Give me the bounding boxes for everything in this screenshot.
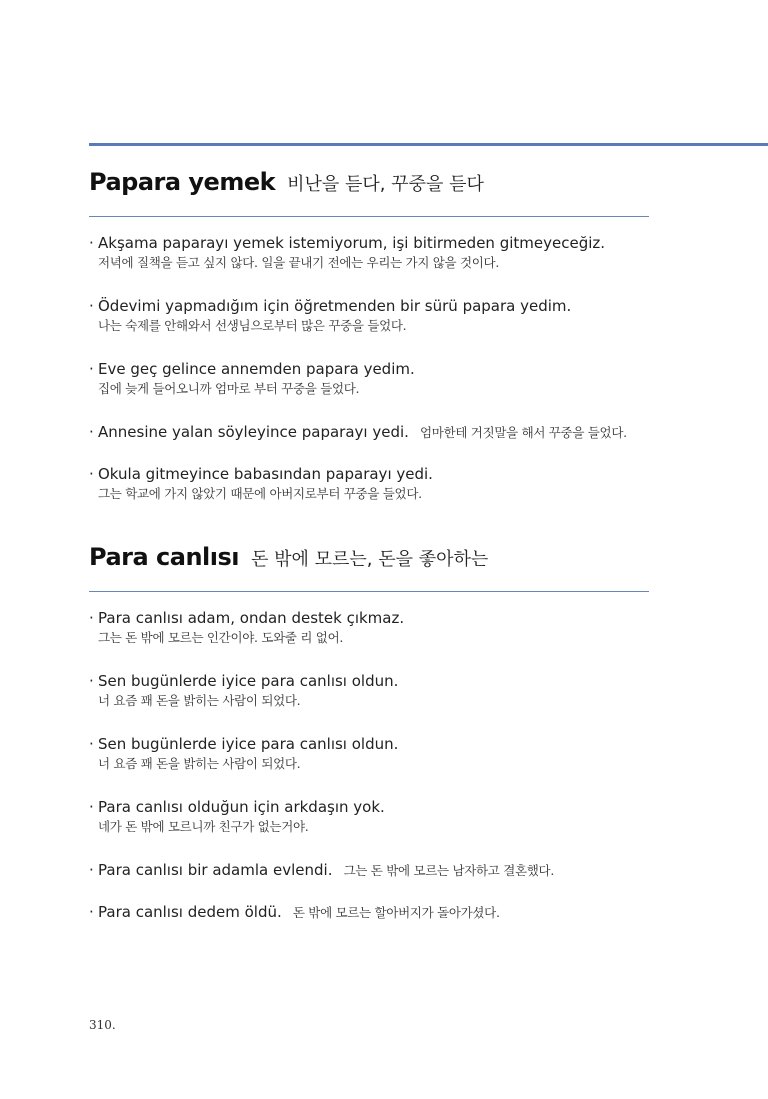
example-item bbox=[89, 671, 649, 709]
example-korean: 너 요즘 꽤 돈을 밝히는 사람이 되었다. bbox=[98, 693, 301, 708]
example-turkish: Para canlısı adam, ondan destek çıkmaz. bbox=[98, 609, 405, 627]
example-korean: 돈 밖에 모르는 할아버지가 돌아가셨다. bbox=[292, 905, 500, 920]
bullet: · bbox=[89, 735, 94, 753]
section-title-korean: 돈 밖에 모르는, 돈을 좋아하는 bbox=[251, 549, 489, 570]
example-item bbox=[89, 608, 649, 646]
example-turkish: Annesine yalan söyleyince paparayı yedi. bbox=[98, 423, 409, 441]
bullet: · bbox=[89, 423, 94, 441]
bullet: · bbox=[89, 465, 94, 483]
bullet: · bbox=[89, 672, 94, 690]
example-korean: 나는 숙제를 안해와서 선생님으로부터 많은 꾸중을 들었다. bbox=[98, 318, 407, 333]
example-turkish: Sen bugünlerde iyice para canlısı oldun. bbox=[98, 672, 399, 690]
example-turkish: Akşama paparayı yemek istemiyorum, işi bitirmeden gitmeyeceğiz. bbox=[98, 234, 606, 252]
section-title-korean: 비난을 듣다, 꾸중을 듣다 bbox=[287, 174, 484, 195]
example-list bbox=[89, 233, 649, 502]
example-item bbox=[89, 464, 649, 502]
top-rule bbox=[89, 143, 768, 146]
section-papara-yemek bbox=[89, 168, 649, 527]
page-number: 310. bbox=[89, 1018, 116, 1032]
example-korean: 집에 늦게 들어오니까 엄마로 부터 꾸중을 들었다. bbox=[98, 381, 360, 396]
bullet: · bbox=[89, 798, 94, 816]
bullet: · bbox=[89, 234, 94, 252]
bullet: · bbox=[89, 903, 94, 921]
example-item bbox=[89, 902, 649, 923]
bullet: · bbox=[89, 297, 94, 315]
example-item bbox=[89, 860, 649, 881]
example-turkish: Okula gitmeyince babasından paparayı yedi. bbox=[98, 465, 433, 483]
example-korean: 그는 돈 밖에 모르는 인간이야. 도와줄 리 없어. bbox=[98, 630, 344, 645]
example-turkish: Para canlısı bir adamla evlendi. bbox=[98, 861, 333, 879]
example-turkish: Para canlısı dedem öldü. bbox=[98, 903, 282, 921]
example-turkish: Sen bugünlerde iyice para canlısı oldun. bbox=[98, 735, 399, 753]
example-item bbox=[89, 734, 649, 772]
example-list bbox=[89, 608, 649, 923]
bullet: · bbox=[89, 360, 94, 378]
example-turkish: Ödevimi yapmadığım için öğretmenden bir sürü papara yedim. bbox=[98, 297, 572, 315]
section-header bbox=[89, 543, 649, 592]
example-korean: 엄마한테 거짓말을 해서 꾸중을 들었다. bbox=[420, 425, 627, 440]
section-header bbox=[89, 168, 649, 217]
example-korean: 그는 돈 밖에 모르는 남자하고 결혼했다. bbox=[343, 863, 555, 878]
bullet: · bbox=[89, 861, 94, 879]
example-korean: 저녁에 질책을 듣고 싶지 않다. 일을 끝내기 전에는 우리는 가지 않을 것이다. bbox=[98, 255, 500, 270]
example-korean: 그는 학교에 가지 않았기 때문에 아버지로부터 꾸중을 들었다. bbox=[98, 486, 422, 501]
example-item bbox=[89, 797, 649, 835]
section-para-canlisi bbox=[89, 543, 649, 944]
section-title-turkish: Papara yemek bbox=[89, 168, 276, 196]
example-item bbox=[89, 422, 649, 443]
example-item bbox=[89, 233, 649, 271]
example-korean: 너 요즘 꽤 돈을 밝히는 사람이 되었다. bbox=[98, 756, 301, 771]
example-item bbox=[89, 359, 649, 397]
example-turkish: Para canlısı olduğun için arkdaşın yok. bbox=[98, 798, 385, 816]
section-title-turkish: Para canlısı bbox=[89, 543, 239, 571]
example-turkish: Eve geç gelince annemden papara yedim. bbox=[98, 360, 415, 378]
example-item bbox=[89, 296, 649, 334]
bullet: · bbox=[89, 609, 94, 627]
example-korean: 네가 돈 밖에 모르니까 친구가 없는거야. bbox=[98, 819, 309, 834]
